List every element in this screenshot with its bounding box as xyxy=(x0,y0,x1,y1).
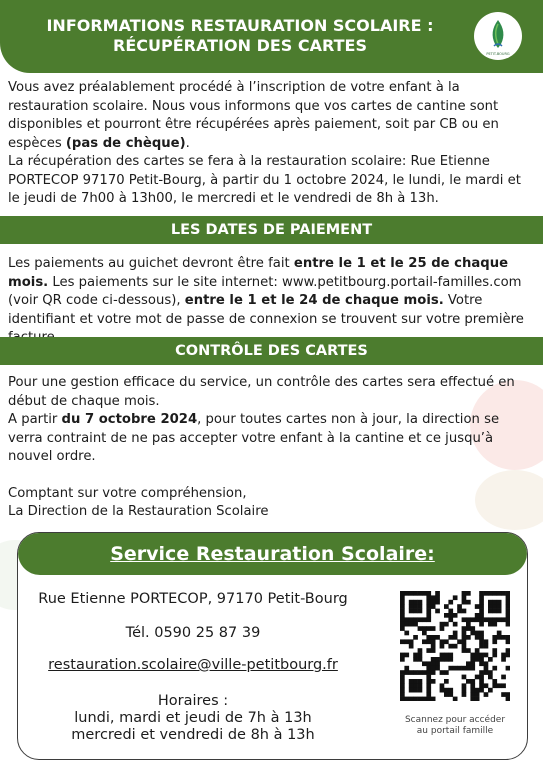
page-title xyxy=(20,16,460,56)
pickup-info: La récupération des cartes se fera à la restauration scolaire: Rue Etienne PORTECOP 97170 Petit-Bourg, à partir du 1 octobre 2024, le lundi, le mardi et le jeudi de 7h00 à 13h00, le mercredi et le vendredi de 8h à 13h. xyxy=(8,154,521,206)
hours-label: Horaires : xyxy=(157,693,229,709)
service-email-link[interactable]: restauration.scolaire@ville-petitbourg.fr xyxy=(48,657,338,673)
service-address: Rue Etienne PORTECOP, 97170 Petit-Bourg xyxy=(38,591,348,607)
controle-paragraph: Pour une gestion efficace du service, un contrôle des cartes sera effectué en début de chaque mois. A partir du 7 octobre 2024, pour toutes cartes non à jour, la direction se verra contraint de ne pas accepter votre enfant à la cantine et ce jusqu’à nouvel ordre. Comptant sur votre compréhension, La Direction de la Restauration Scolaire xyxy=(8,374,536,522)
no-cheque-note: (pas de chèque) xyxy=(65,135,186,151)
header-banner xyxy=(0,0,543,73)
city-logo xyxy=(474,12,522,60)
hours-line-1: lundi, mardi et jeudi de 7h à 13h xyxy=(74,710,312,726)
deadline-date: du 7 octobre 2024 xyxy=(61,412,198,427)
title-line-1: INFORMATIONS RESTAURATION SCOLAIRE : xyxy=(46,16,434,35)
paiement-paragraph: Les paiements au guichet devront être fait entre le 1 et le 25 de chaque mois. Les paiements sur le site internet: www.petitbourg.portail-familles.com (voir QR code ci-dessous), entre le 1 et le 24 de chaque mois. Votre identifiant et votre mot de passe de connexion se trouvent sur votre première xyxy=(8,256,524,327)
logo-caption: PETIT-BOURG xyxy=(486,52,510,56)
service-phone: Tél. 0590 25 87 39 xyxy=(125,625,261,641)
section-heading-controle: CONTRÔLE DES CARTES xyxy=(0,337,543,365)
qr-code[interactable] xyxy=(400,591,510,701)
section-heading-paiement: LES DATES DE PAIEMENT xyxy=(0,216,543,244)
service-card xyxy=(17,532,528,760)
closing-line: Comptant sur votre compréhension, xyxy=(8,485,247,501)
intro-paragraph: Vous avez préalablement procédé à l’inscription de votre enfant à la restauration scolaire. Nous vous informons que vos cartes de cantine sont disponibles et pourront être récupérées après paiement, soit par CB ou en espèces (pas de chèque). La récupération des cartes se fera à la restauration scolaire: Rue Etienne PORTECOP 97170 Petit-Bourg, à partir du 1 octobre 2024, le lundi, le mardi et le jeudi de 7h00 à 13h00, le mercredi et le vendredi de 8h à 13h. xyxy=(8,80,521,206)
title-line-2: RÉCUPÉRATION DES CARTES xyxy=(113,36,367,55)
qr-caption: Scannez pour accéder au portail famille xyxy=(404,715,506,736)
signature-line: La Direction de la Restauration Scolaire xyxy=(8,504,269,519)
hours-line-2: mercredi et vendredi de 8h à 13h xyxy=(71,727,315,743)
service-title: Service Restauration Scolaire: xyxy=(18,533,527,575)
